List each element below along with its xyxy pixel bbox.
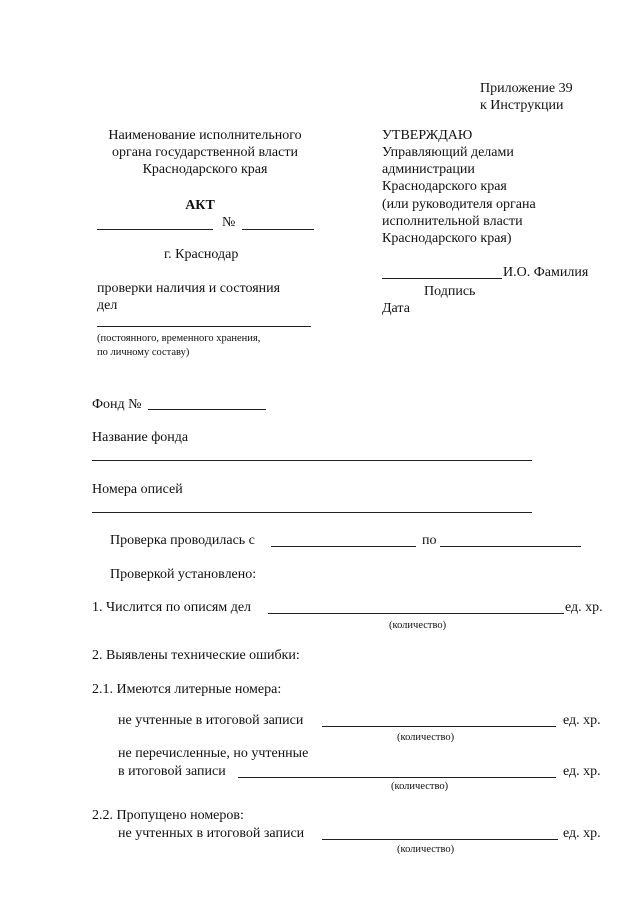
item-2-1-b-line-1: не перечисленные, но учтенные	[118, 746, 309, 761]
inventories-line	[92, 512, 532, 513]
signature-line	[382, 278, 502, 279]
item-2-1-a-unit: ед. хр.	[563, 713, 601, 728]
act-number-line	[242, 229, 314, 230]
organ-name-line-1: Наименование исполнительного	[108, 128, 302, 143]
date-label: Дата	[382, 301, 410, 316]
inventories-label: Номера описей	[92, 482, 183, 497]
approval-line-2: администрации	[382, 162, 475, 177]
organ-name-line-3: Краснодарского края	[142, 162, 268, 177]
approval-line-6: Краснодарского края)	[382, 231, 512, 246]
act-city: г. Краснодар	[164, 247, 239, 262]
item-2-2-a-line	[322, 839, 558, 840]
approval-line-4: (или руководителя органа	[382, 197, 536, 212]
item-1-unit: ед. хр.	[565, 600, 603, 615]
fund-number-label: Фонд №	[92, 397, 142, 412]
act-number-sign: №	[222, 215, 236, 230]
appendix-line-2: к Инструкции	[480, 98, 564, 113]
approval-line-3: Краснодарского края	[382, 179, 507, 194]
item-2-2-label: 2.2. Пропущено номеров:	[92, 808, 244, 823]
item-2-1-a-line	[322, 726, 556, 727]
storage-type-line	[97, 326, 311, 327]
item-2-2-a-unit: ед. хр.	[563, 826, 601, 841]
approval-title: УТВЕРЖДАЮ	[382, 128, 473, 143]
item-2-1-label: 2.1. Имеются литерные номера:	[92, 682, 282, 697]
item-2-2-a-quantity-hint: (количество)	[397, 844, 455, 855]
storage-hint-line-2: по личному составу)	[97, 347, 190, 358]
item-1-line	[268, 613, 564, 614]
item-2-1-a-quantity-hint: (количество)	[397, 732, 455, 743]
act-title: АКТ	[185, 198, 215, 213]
item-2-label: 2. Выявлены технические ошибки:	[92, 648, 300, 663]
item-1-quantity-hint: (количество)	[389, 620, 447, 631]
item-2-2-a-label: не учтенных в итоговой записи	[118, 826, 305, 841]
act-subject-line-1: проверки наличия и состояния	[97, 281, 281, 296]
check-period-from-label: Проверка проводилась с	[110, 533, 255, 548]
check-established-label: Проверкой установлено:	[110, 567, 257, 582]
appendix-line-1: Приложение 39	[480, 81, 573, 96]
check-period-from-line	[271, 546, 416, 547]
item-2-1-b-line-2: в итоговой записи	[118, 764, 226, 779]
fund-name-line	[92, 460, 532, 461]
item-1-label: 1. Числится по описям дел	[92, 600, 252, 615]
item-2-1-a-label: не учтенные в итоговой записи	[118, 713, 304, 728]
approval-line-1: Управляющий делами	[382, 145, 514, 160]
act-subject-line-2: дел	[97, 298, 118, 313]
item-2-1-b-quantity-hint: (количество)	[391, 781, 449, 792]
organ-name-line-2: органа государственной власти	[112, 145, 298, 160]
item-2-1-b-line	[238, 777, 556, 778]
approver-name: И.О. Фамилия	[503, 265, 589, 280]
signature-label: Подпись	[424, 284, 476, 299]
act-date-line	[97, 229, 213, 230]
item-2-1-b-unit: ед. хр.	[563, 764, 601, 779]
storage-hint-line-1: (постоянного, временного хранения,	[97, 333, 261, 344]
check-period-to-label: по	[422, 533, 437, 548]
fund-name-label: Название фонда	[92, 430, 189, 445]
check-period-to-line	[440, 546, 581, 547]
fund-number-line	[148, 409, 266, 410]
approval-line-5: исполнительной власти	[382, 214, 523, 229]
